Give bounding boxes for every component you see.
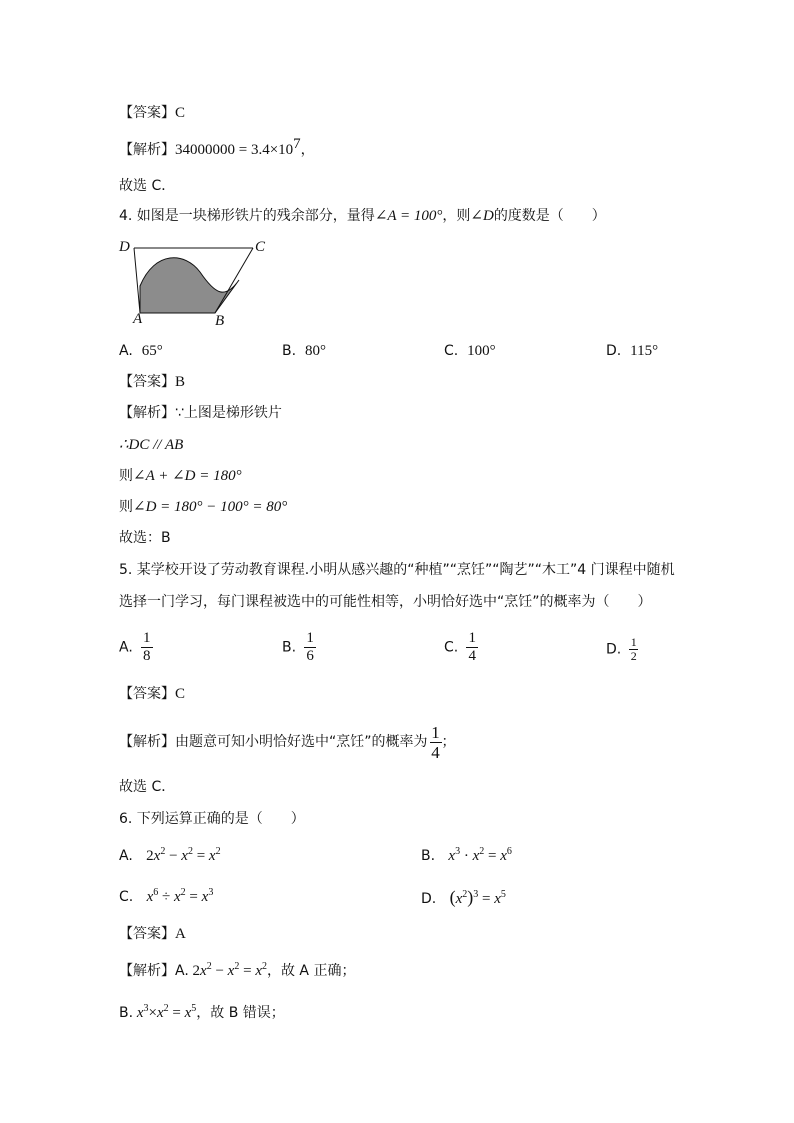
q6-option-b[interactable] (421, 847, 512, 865)
option-letter: D. (421, 891, 437, 907)
q4-stem-math: ∠A = 100° (374, 208, 443, 224)
option-letter: A. (119, 848, 133, 864)
q3-analysis-math: 34000000 = 3.4×10 (175, 142, 294, 158)
analysis-math: $2x^2 - x^2 = x^2$ (188, 961, 267, 979)
analysis-tag: 【解析】 (119, 734, 175, 750)
q5-option-b[interactable] (282, 630, 316, 665)
q4-analysis-line4 (119, 498, 287, 516)
q4-conclusion: 故选：B (119, 530, 171, 546)
numerator: 1 (468, 630, 476, 646)
fraction (430, 723, 442, 762)
q6-stem: 6. 下列运算正确的是（ ） (119, 811, 305, 827)
q6-option-a[interactable] (119, 847, 221, 865)
label-a: A (133, 311, 143, 327)
q6-analysis-b (119, 1004, 285, 1022)
q3-answer-line (119, 104, 185, 122)
option-math: $2x^2 - x^2 = x^2$ (146, 846, 221, 864)
q4-stem-prefix: 4. 如图是一块梯形铁片的残余部分，量得 (119, 208, 375, 224)
q4-answer: B (175, 374, 186, 390)
option-letter: D. (606, 641, 622, 658)
q6-answer-line (119, 925, 186, 943)
q4-stem (119, 207, 606, 225)
math: ∠D = 180° − 100° = 80° (133, 499, 288, 515)
q4-option-b[interactable] (282, 342, 326, 360)
analysis-tag: 【解析】 (119, 963, 175, 979)
prefix: 则 (119, 499, 133, 515)
numerator: 1 (306, 630, 314, 646)
denominator: 6 (306, 648, 314, 664)
denominator: 4 (468, 648, 476, 664)
option-letter: B. (282, 343, 297, 359)
label-c: C (255, 239, 266, 255)
answer-tag: 【答案】 (119, 374, 175, 390)
option-letter: C. (444, 639, 459, 656)
q5-option-d[interactable] (606, 636, 638, 663)
numerator: 1 (143, 630, 151, 646)
prefix: A. (175, 963, 189, 979)
q3-analysis-tail: ， (300, 142, 315, 158)
option-letter: A. (119, 639, 133, 656)
option-value: 115° (630, 343, 659, 359)
q5-analysis-text: 由题意可知小明恰好选中“烹饪”的概率为 (175, 734, 428, 750)
option-value: 100° (467, 343, 496, 359)
fraction (466, 630, 478, 665)
q5-analysis-tail: ； (441, 734, 456, 750)
q4-option-d[interactable] (606, 342, 658, 360)
q3-conclusion: 故选 C． (119, 178, 176, 194)
q6-analysis-a (119, 962, 355, 980)
denominator: 4 (431, 742, 440, 762)
answer-tag: 【答案】 (119, 686, 175, 702)
fraction (304, 630, 316, 665)
option-letter: C. (119, 889, 134, 905)
q5-option-a[interactable] (119, 630, 153, 665)
q6-answer: A (175, 926, 186, 942)
option-math: $(x^2)^3 = x^5$ (449, 887, 506, 907)
q5-answer-line (119, 685, 185, 703)
edge-da (134, 248, 140, 313)
q4-analysis-text: ∵上图是梯形铁片 (175, 405, 282, 421)
q6-option-c[interactable] (119, 888, 213, 906)
tail: ，故 B 错误； (196, 1005, 285, 1021)
q4-analysis-line2: ∴DC // AB (119, 437, 184, 453)
numerator: 1 (630, 635, 637, 649)
q3-answer: C (175, 105, 186, 121)
q4-stem-mid: ，则 (442, 208, 471, 224)
q4-answer-line (119, 373, 185, 391)
fraction (141, 630, 153, 665)
q4-analysis-line1 (119, 404, 282, 422)
q3-analysis-exponent: 7 (293, 136, 301, 152)
q5-stem-line2: 选择一门学习，每门课程被选中的可能性相等，小明恰好选中“烹饪”的概率为（ ） (119, 594, 652, 610)
numerator: 1 (431, 722, 440, 742)
q4-analysis-line3 (119, 467, 242, 485)
analysis-tag: 【解析】 (119, 405, 175, 421)
q4-stem-suffix: 的度数是（ ） (493, 208, 606, 224)
q5-analysis-line (119, 722, 456, 762)
q5-stem-line1: 5. 某学校开设了劳动教育课程.小明从感兴趣的“种植”“烹饪”“陶艺”“木工”4 门课程中随机 (119, 562, 675, 578)
option-math: $x^3 \cdot x^2 = x^6$ (448, 846, 512, 864)
answer-tag: 【答案】 (119, 926, 175, 942)
option-value: 65° (141, 343, 163, 359)
analysis-tag: 【解析】 (119, 142, 175, 158)
tail: ，故 A 正确； (266, 963, 356, 979)
denominator: 8 (143, 648, 151, 664)
math: ∠A + ∠D = 180° (133, 468, 242, 484)
edge-cb (215, 248, 253, 313)
answer-tag: 【答案】 (119, 105, 175, 121)
q3-analysis-line (119, 136, 315, 159)
q4-stem-math2: ∠D (470, 208, 494, 224)
denominator: 2 (630, 649, 637, 663)
option-letter: B. (282, 639, 297, 656)
prefix: B. (119, 1005, 134, 1021)
option-letter: B. (421, 848, 436, 864)
q5-conclusion: 故选 C． (119, 779, 176, 795)
option-letter: D. (606, 343, 622, 359)
shaded-remnant (140, 258, 239, 313)
option-letter: C. (444, 343, 459, 359)
prefix: 则 (119, 468, 133, 484)
analysis-math: $x^3\times x^2 = x^5$ (136, 1003, 197, 1021)
q6-option-d[interactable] (421, 888, 506, 908)
q4-option-c[interactable] (444, 342, 496, 360)
option-value: 80° (304, 343, 326, 359)
q5-option-c[interactable] (444, 630, 478, 665)
q4-option-a[interactable] (119, 342, 163, 360)
label-d: D (119, 239, 130, 255)
q5-answer: C (175, 686, 186, 702)
option-math: $x^6 \div x^2 = x^3$ (146, 887, 214, 905)
trapezoid-figure (115, 232, 275, 332)
fraction (629, 636, 638, 663)
label-b: B (215, 313, 225, 329)
option-letter: A. (119, 343, 133, 359)
